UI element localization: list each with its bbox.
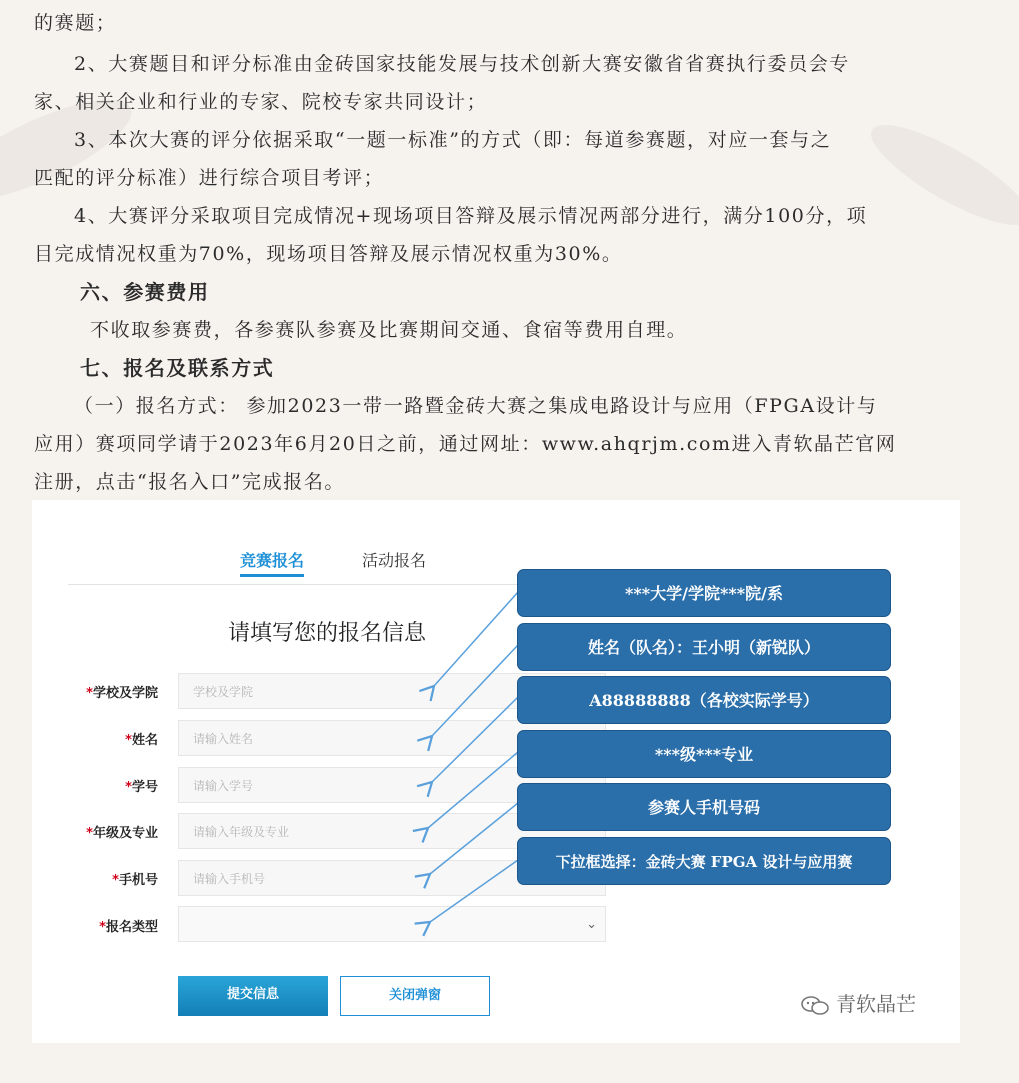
name-input[interactable]: 请输入姓名 <box>178 720 606 756</box>
student-id-input[interactable]: 请输入学号 <box>178 767 606 803</box>
background-decoration <box>860 108 1019 241</box>
paragraph-line: 的赛题； <box>34 12 117 34</box>
callout-student-id: A88888888（各校实际学号） <box>517 676 891 724</box>
paragraph-line: 家、相关企业和行业的专家、院校专家共同设计； <box>34 91 488 113</box>
paragraph-line: 2、大赛题目和评分标准由金砖国家技能发展与技术创新大赛安徽省省赛执行委员会专 <box>74 53 850 75</box>
section-heading: 六、参赛费用 <box>80 280 210 304</box>
callout-name: 姓名（队名）：王小明（新锐队） <box>517 623 891 671</box>
section-heading: 七、报名及联系方式 <box>80 356 275 380</box>
label-grade-major: *年级及专业 <box>86 826 158 841</box>
wechat-icon <box>800 995 830 1017</box>
paragraph-line: 匹配的评分标准）进行综合项目考评； <box>34 167 385 189</box>
label-student-id: *学号 <box>125 780 158 795</box>
form-title: 请填写您的报名信息 <box>228 621 427 646</box>
registration-screenshot <box>32 500 960 1043</box>
paragraph-line: 注册，点击“报名入口”完成报名。 <box>34 471 346 493</box>
callout-grade-major: ***级***专业 <box>517 730 891 778</box>
callout-phone: 参赛人手机号码 <box>517 783 891 831</box>
paragraph-line: 应用）赛项同学请于2023年6月20日之前，通过网址：www.ahqrjm.com进入青软晶芒官网 <box>34 433 897 455</box>
school-input[interactable]: 学校及学院 <box>178 673 606 709</box>
tab-competition[interactable]: 竞赛报名 <box>240 548 304 571</box>
label-name: *姓名 <box>125 733 158 748</box>
arrow-line <box>434 592 518 686</box>
tab-activity[interactable]: 活动报名 <box>362 551 427 570</box>
phone-input[interactable]: 请输入手机号 <box>178 860 606 896</box>
chevron-down-icon: ⌄ <box>586 917 597 932</box>
paragraph-line: 目完成情况权重为70%，现场项目答辩及展示情况权重为30%。 <box>34 243 623 265</box>
grade-major-input[interactable]: 请输入年级及专业 <box>178 813 606 849</box>
paragraph-line: 不收取参赛费，各参赛队参赛及比赛期间交通、食宿等费用自理。 <box>90 319 688 341</box>
close-button[interactable]: 关闭弹窗 <box>340 976 490 1016</box>
registration-type-select[interactable] <box>178 906 606 942</box>
callout-registration-type: 下拉框选择：金砖大赛 FPGA 设计与应用赛 <box>517 837 891 885</box>
paragraph-line: （一）报名方式： 参加2023一带一路暨金砖大赛之集成电路设计与应用（FPGA设计与 <box>74 395 878 417</box>
paragraph-line: 3、本次大赛的评分依据采取“一题一标准”的方式（即：每道参赛题，对应一套与之 <box>74 129 832 151</box>
paragraph-line: 4、大赛评分采取项目完成情况+现场项目答辩及展示情况两部分进行，满分100分，项 <box>74 205 868 227</box>
watermark: 青软晶芒 <box>800 988 916 1017</box>
label-phone: *手机号 <box>112 873 158 888</box>
label-registration-type: *报名类型 <box>99 920 158 935</box>
callout-school: ***大学/学院***院/系 <box>517 569 891 617</box>
submit-button[interactable]: 提交信息 <box>178 976 328 1016</box>
label-school: *学校及学院 <box>86 686 158 701</box>
